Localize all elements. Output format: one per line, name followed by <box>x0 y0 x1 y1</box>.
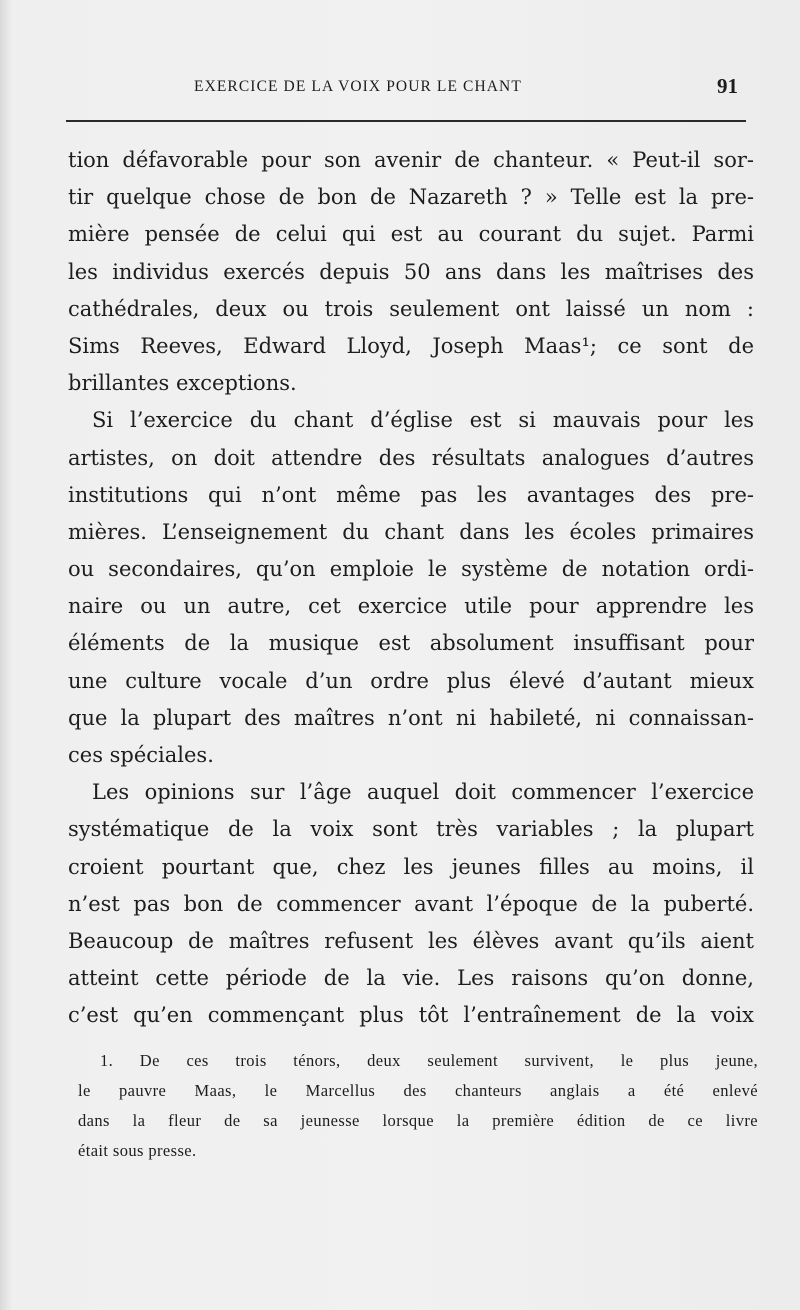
body-line: institutions qui n’ont même pas les avantages des pre- <box>68 482 754 507</box>
running-head: EXERCICE DE LA VOIX POUR LE CHANT <box>194 78 522 95</box>
body-line: croient pourtant que, chez les jeunes filles au moins, il <box>68 854 754 879</box>
body-line: tir quelque chose de bon de Nazareth ? » Telle est la pre- <box>68 185 754 210</box>
body-line: les individus exercés depuis 50 ans dans les maîtrises des <box>68 259 754 284</box>
body-line: naire ou un autre, cet exercice utile pour apprendre les <box>68 594 754 619</box>
body-line: cathédrales, deux ou trois seulement ont laissé un nom : <box>68 296 754 321</box>
body-line: que la plupart des maîtres n’ont ni habileté, ni connaissan- <box>68 705 754 730</box>
body-line: artistes, on doit attendre des résultats analogues d’autres <box>68 445 754 470</box>
footnote-line: le pauvre Maas, le Marcellus des chanteurs anglais a été enlevé <box>78 1081 758 1100</box>
body-line: Si l’exercice du chant d’église est si mauvais pour les <box>92 408 754 433</box>
body-line: mière pensée de celui qui est au courant du sujet. Parmi <box>68 222 754 247</box>
body-line: une culture vocale d’un ordre plus élevé d’autant mieux <box>68 668 754 693</box>
body-line: tion défavorable pour son avenir de chanteur. « Peut-il sor- <box>68 148 754 172</box>
footnote-line: dans la fleur de sa jeunesse lorsque la première édition de ce livre <box>78 1111 758 1130</box>
footnote-line: 1. De ces trois ténors, deux seulement survivent, le plus jeune, <box>100 1051 758 1070</box>
body-line: ou secondaires, qu’on emploie le système de notation ordi- <box>68 557 754 582</box>
body-line: Beaucoup de maîtres refusent les élèves avant qu’ils aient <box>68 928 754 953</box>
body-line: Les opinions sur l’âge auquel doit commencer l’exercice <box>92 780 754 805</box>
body-line: systématique de la voix sont très variables ; la plupart <box>68 817 754 842</box>
header-rule <box>66 120 746 122</box>
body-line: c’est qu’en commençant plus tôt l’entraînement de la voix <box>68 1003 754 1028</box>
footnotes <box>78 1046 758 1166</box>
body-line: ces spéciales. <box>68 743 214 767</box>
page-number: 91 <box>717 74 738 98</box>
body-line: mières. L’enseignement du chant dans les écoles primaires <box>68 519 754 544</box>
body-line: atteint cette période de la vie. Les raisons qu’on donne, <box>68 966 754 991</box>
body-line: n’est pas bon de commencer avant l’époque de la puberté. <box>68 891 754 916</box>
footnote-line: était sous presse. <box>78 1141 197 1160</box>
body-text <box>68 142 754 1035</box>
page-header <box>70 74 750 104</box>
body-line: Sims Reeves, Edward Lloyd, Joseph Maas¹; ce sont de <box>68 333 754 358</box>
body-line: éléments de la musique est absolument insuffisant pour <box>68 631 754 656</box>
body-line: brillantes exceptions. <box>68 371 297 396</box>
